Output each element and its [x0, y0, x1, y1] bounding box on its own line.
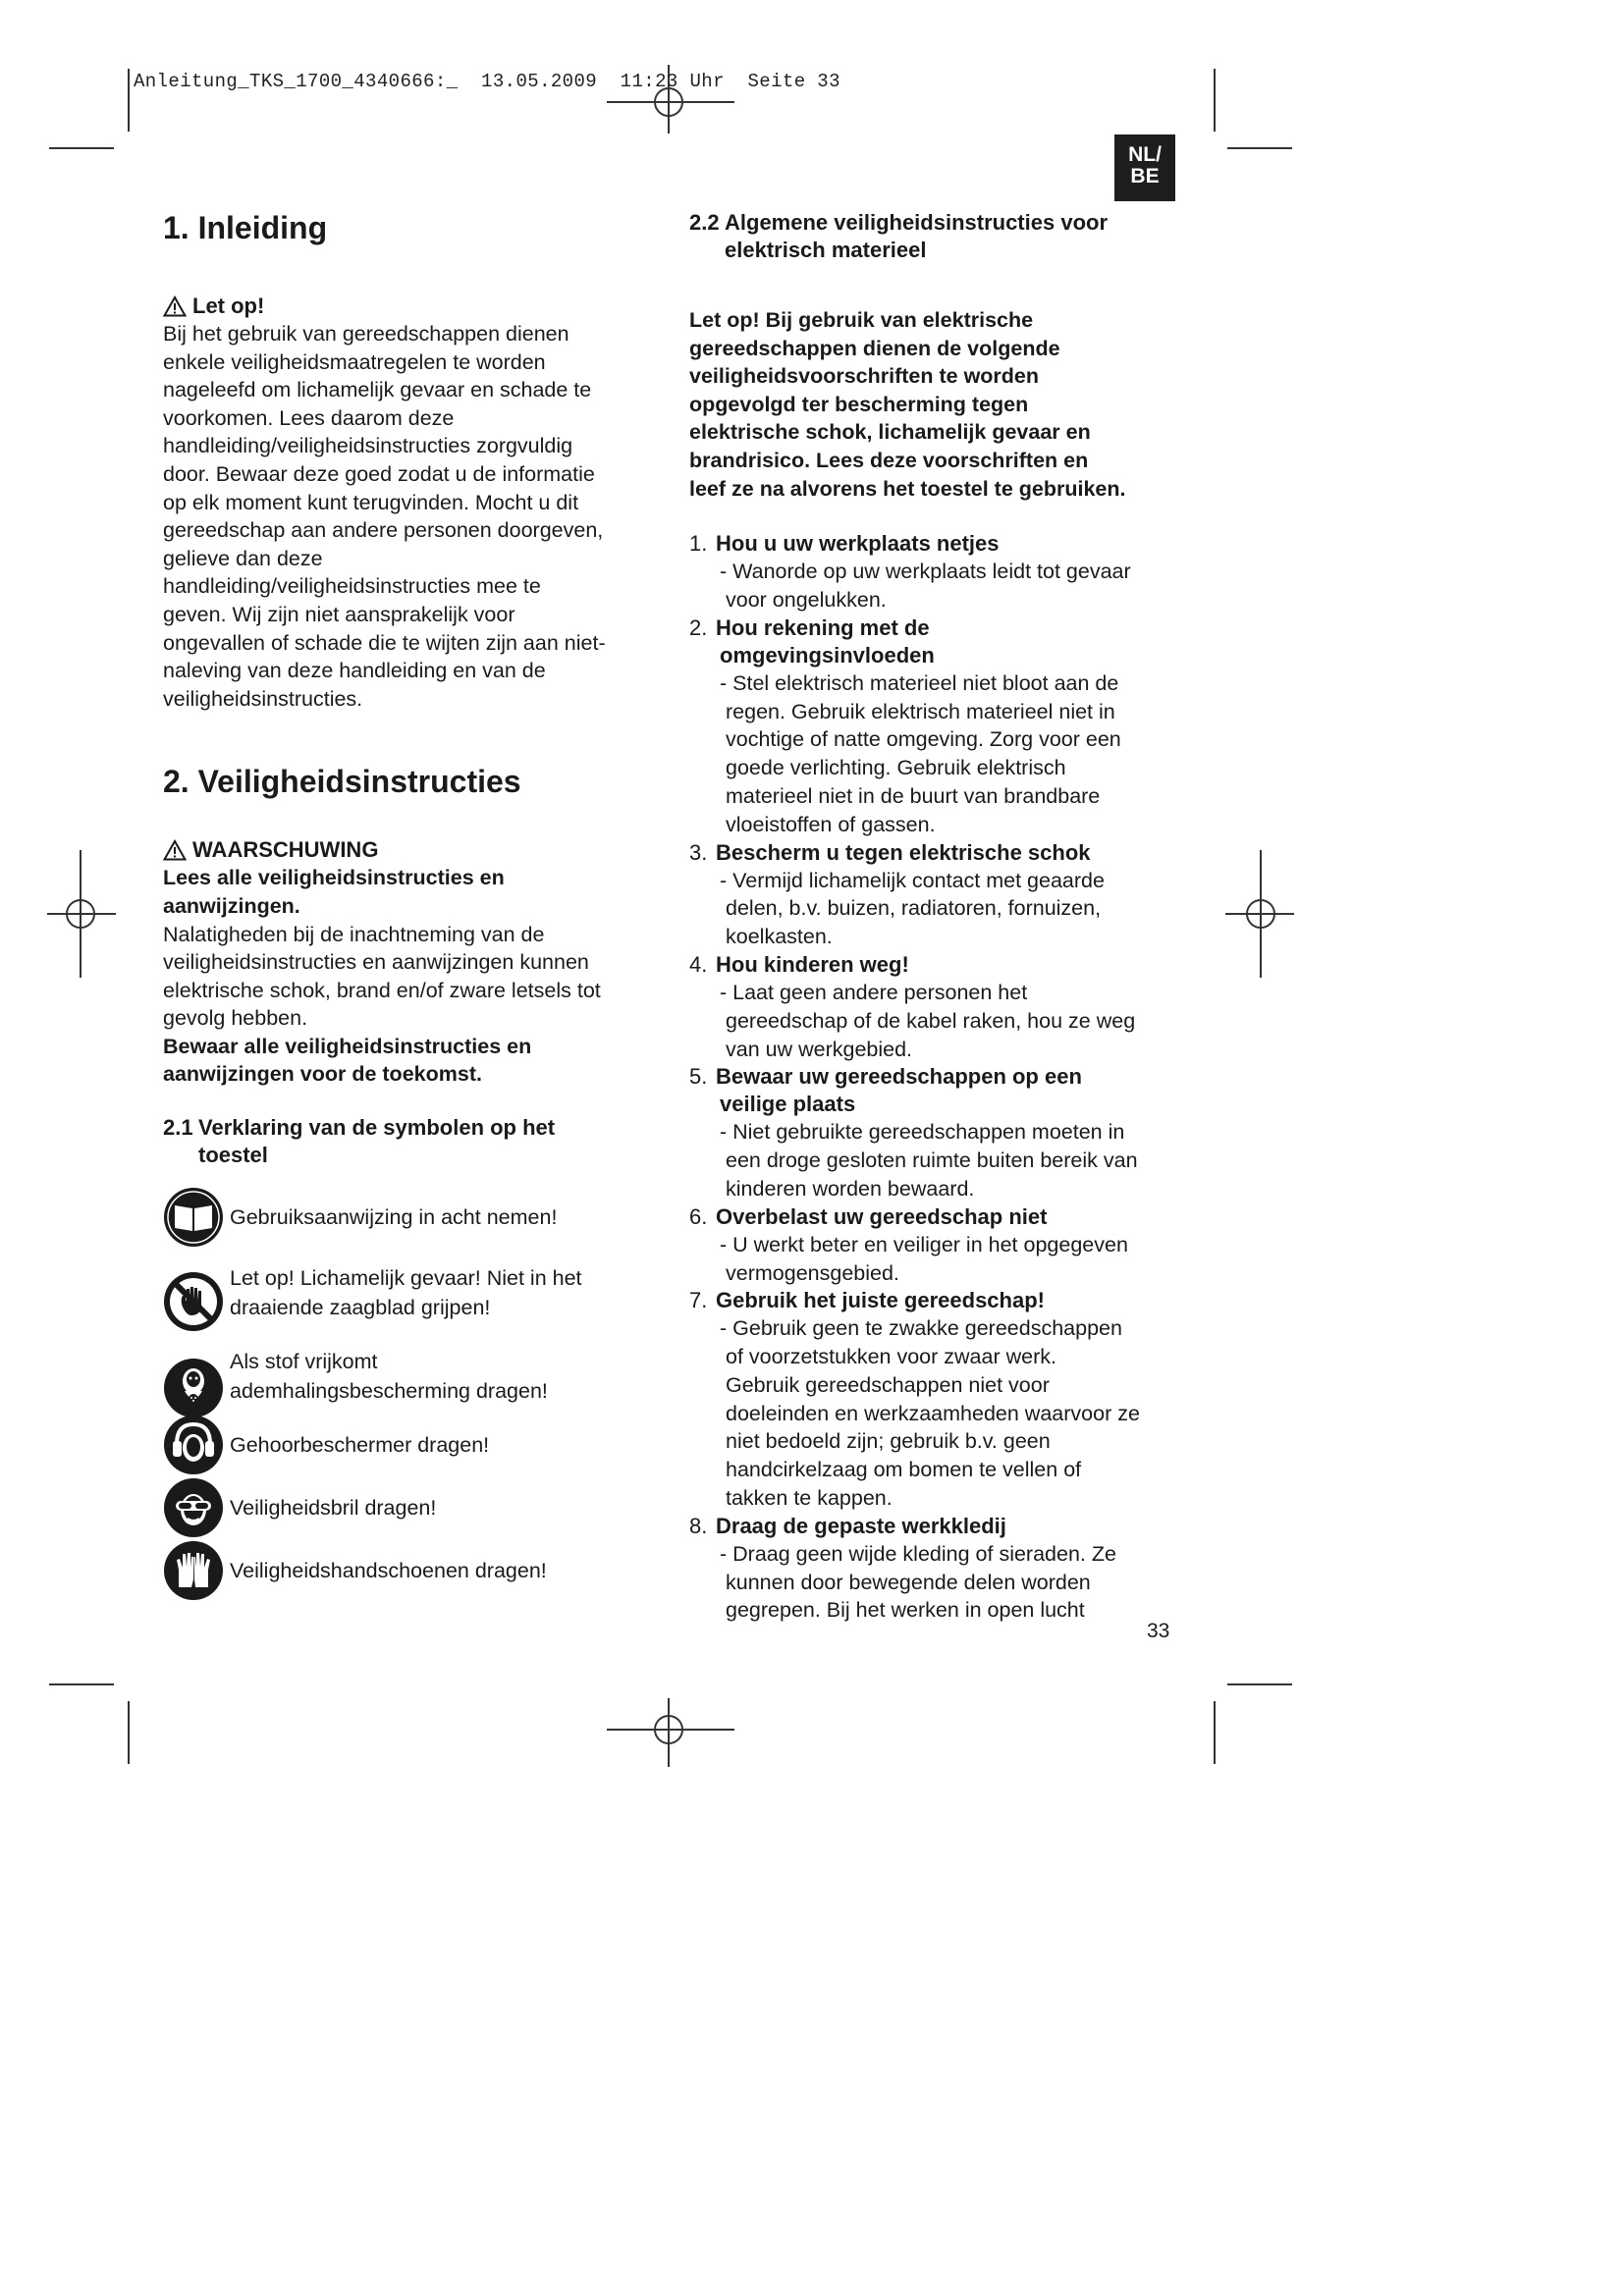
symbol-text-line: draaiende zaagblad grijpen!	[230, 1296, 491, 1320]
respirator-mask-icon	[163, 1358, 224, 1418]
rule-body-line: niet bedoeld zijn; gebruik b.v. geen	[726, 1429, 1051, 1454]
warning-body-line: Nalatigheden bij de inachtneming van de	[163, 922, 545, 946]
rule-body-line: - Vermijd lichamelijk contact met geaarde	[720, 868, 1105, 892]
rule-number: 8.	[689, 1513, 708, 1538]
warning-bold-line: aanwijzingen.	[163, 893, 300, 918]
rule-body-line: van uw werkgebied.	[726, 1037, 913, 1061]
rule-title: Hou kinderen weg!	[716, 951, 909, 977]
registration-mark-left	[47, 850, 116, 978]
subsection-title-symbols	[163, 1114, 654, 1169]
intro-line: voorkomen. Lees daarom deze	[163, 405, 455, 430]
warning-body-line: veiligheidsinstructies en aanwijzingen kunnen	[163, 950, 589, 975]
subsection-number: 2.2	[689, 210, 720, 235]
rule-item	[689, 614, 1180, 839]
intro-paragraph	[163, 320, 654, 713]
symbol-item	[163, 1415, 654, 1475]
rule-title-cont: veilige plaats	[720, 1092, 856, 1117]
symbol-text-line: ademhalingsbescherming dragen!	[230, 1379, 548, 1404]
subsection-number: 2.1	[163, 1115, 193, 1141]
symbol-item	[163, 1346, 654, 1407]
intro-line: enkele veiligheidsmaatregelen te worden	[163, 349, 546, 374]
rule-body-line: - Laat geen andere personen het	[720, 980, 1028, 1004]
rule-body-line: koelkasten.	[726, 925, 833, 949]
warning-body-line: gevolg hebben.	[163, 1006, 308, 1031]
ear-protection-icon	[163, 1415, 224, 1475]
rule-body-line: takken te kappen.	[726, 1486, 893, 1511]
symbol-text-line: Let op! Lichamelijk gevaar! Niet in het	[230, 1266, 582, 1291]
rule-body-line: Gebruik gereedschappen niet voor	[726, 1372, 1050, 1397]
subsection-title-line2: toestel	[198, 1143, 268, 1168]
intro-line: handleiding/veiligheidsinstructies zorgvuldig	[163, 434, 573, 458]
rule-body-line: materieel niet in de buurt van brandbare	[726, 783, 1101, 808]
safety-goggles-icon	[163, 1477, 224, 1538]
intro-bold-line: leef ze na alvorens het toestel te gebruiken.	[689, 476, 1126, 501]
intro-line: gelieve dan deze	[163, 546, 323, 570]
rule-number: 4.	[689, 951, 708, 977]
intro-line: veiligheidsinstructies.	[163, 686, 363, 711]
language-badge-line1: NL/	[1128, 143, 1162, 166]
subsection-title-line1: Verklaring van de symbolen op het	[198, 1115, 556, 1141]
rule-number: 1.	[689, 531, 708, 557]
print-slug: Anleitung_TKS_1700_4340666:_ 13.05.2009 11:23 Uhr Seite 33	[134, 71, 840, 92]
rule-number: 3.	[689, 839, 708, 865]
rule-item	[689, 1513, 1180, 1625]
intro-bold-line: brandrisico. Lees deze voorschriften en	[689, 448, 1089, 472]
crop-mark-bottom-left-vertical	[128, 1701, 130, 1764]
rule-body-line: of voorzetstukken voor zwaar werk.	[726, 1345, 1056, 1369]
rule-title-cont: omgevingsinvloeden	[720, 642, 935, 667]
symbol-text-line: Als stof vrijkomt	[230, 1350, 378, 1374]
rule-item	[689, 1063, 1180, 1202]
intro-line: handleiding/veiligheidsinstructies mee te	[163, 574, 541, 599]
rule-body-line: kunnen door bewegende delen worden	[726, 1570, 1091, 1594]
registration-mark-bottom	[607, 1698, 734, 1767]
symbol-list	[163, 1185, 654, 1601]
symbol-item	[163, 1259, 654, 1326]
warning-let-op-label: Let op!	[192, 294, 265, 318]
symbol-item	[163, 1185, 654, 1250]
subsection-title-line1: Algemene veiligheidsinstructies voor	[725, 210, 1109, 235]
rule-item	[689, 839, 1180, 951]
language-badge-line2: BE	[1130, 165, 1160, 187]
intro-bold-line: veiligheidsvoorschriften te worden	[689, 364, 1040, 389]
rule-body-line: voor ongelukken.	[726, 587, 887, 612]
intro-bold-line: opgevolgd ter bescherming tegen	[689, 392, 1029, 416]
intro-line: Bij het gebruik van gereedschappen dienen	[163, 322, 569, 346]
rule-number: 2.	[689, 614, 708, 640]
rule-body-line: - U werkt beter en veiliger in het opgegeven	[720, 1232, 1128, 1256]
safety-gloves-icon	[163, 1540, 224, 1601]
crop-mark-top-right-horizontal	[1227, 147, 1292, 149]
intro-bold-line: gereedschappen dienen de volgende	[689, 336, 1060, 360]
rule-body-line: delen, b.v. buizen, radiatoren, fornuizen,	[726, 896, 1102, 921]
subsection-title-line2: elektrisch materieel	[725, 238, 927, 262]
registration-mark-right	[1225, 850, 1294, 978]
rule-title: Hou rekening met de	[716, 614, 930, 640]
rule-body-line: goede verlichting. Gebruik elektrisch	[726, 756, 1066, 780]
symbol-item	[163, 1477, 654, 1538]
warning-bold-end-line: Bewaar alle veiligheidsinstructies en	[163, 1034, 532, 1058]
rule-title: Bescherm u tegen elektrische schok	[716, 839, 1091, 865]
intro-bold-line: Let op! Bij gebruik van elektrische	[689, 308, 1034, 332]
intro-line: gereedschap aan andere personen doorgeven,	[163, 518, 604, 543]
rule-body-line: vochtige of natte omgeving. Zorg voor een	[726, 727, 1121, 752]
manual-book-icon	[163, 1187, 224, 1248]
rule-title: Overbelast uw gereedschap niet	[716, 1203, 1048, 1229]
intro-line: ongevallen of schade die te wijten zijn aan niet-	[163, 630, 606, 655]
crop-mark-bottom-right-horizontal	[1227, 1683, 1292, 1685]
rule-title: Gebruik het juiste gereedschap!	[716, 1288, 1045, 1313]
rule-body-line: - Gebruik geen te zwakke gereedschappen	[720, 1316, 1122, 1341]
rule-body-line: gereedschap of de kabel raken, hou ze weg	[726, 1008, 1136, 1033]
section-title-veiligheidsinstructies: 2. Veiligheidsinstructies	[163, 764, 521, 800]
symbol-text-line: Gebruiksaanwijzing in acht nemen!	[230, 1205, 558, 1230]
rule-body-line: - Wanorde op uw werkplaats leidt tot gevaar	[720, 560, 1131, 584]
page-number: 33	[1147, 1620, 1170, 1642]
symbol-text-line: Veiligheidsbril dragen!	[230, 1496, 437, 1521]
rule-body-line: gegrepen. Bij het werken in open lucht	[726, 1598, 1085, 1623]
warning-waarschuwing-label: WAARSCHUWING	[192, 837, 379, 863]
warning-triangle-icon	[163, 839, 187, 861]
right-column	[689, 209, 1180, 1625]
rule-body-line: - Stel elektrisch materieel niet bloot aan de	[720, 670, 1119, 695]
rule-body-line: regen. Gebruik elektrisch materieel niet in	[726, 699, 1115, 723]
warning-body-line: elektrische schok, brand en/of zware letsels tot	[163, 978, 601, 1002]
intro-line: nageleefd om lichamelijk gevaar en schade te	[163, 378, 592, 402]
rule-body-line: kinderen worden bewaard.	[726, 1176, 975, 1201]
crop-mark-top-right-vertical	[1214, 69, 1216, 132]
rule-item	[689, 1203, 1180, 1288]
intro-line: op elk moment kunt terugvinden. Mocht u dit	[163, 490, 579, 514]
crop-mark-bottom-right-vertical	[1214, 1701, 1216, 1764]
crop-mark-bottom-left-horizontal	[49, 1683, 114, 1685]
rule-body-line: doeleinden en werkzaamheden waarvoor ze	[726, 1401, 1140, 1425]
rule-number: 6.	[689, 1203, 708, 1229]
rule-body-line: handcirkelzaag om bomen te vellen of	[726, 1458, 1082, 1482]
intro-bold-line: elektrische schok, lichamelijk gevaar en	[689, 420, 1091, 445]
language-badge	[1114, 134, 1175, 201]
intro-line: geven. Wij zijn niet aansprakelijk voor	[163, 602, 515, 626]
safety-rules-list	[689, 530, 1180, 1625]
no-hand-icon	[163, 1271, 224, 1332]
intro-bold-paragraph	[689, 306, 1180, 503]
left-column	[163, 208, 654, 1601]
warning-triangle-icon	[163, 295, 187, 317]
rule-item	[689, 951, 1180, 1063]
subsection-title-general-safety	[689, 209, 1180, 264]
rule-item	[689, 530, 1180, 614]
rule-title: Draag de gepaste werkkledij	[716, 1513, 1006, 1538]
symbol-text-line: Gehoorbeschermer dragen!	[230, 1433, 490, 1458]
rule-body-line: een droge gesloten ruimte buiten bereik van	[726, 1148, 1138, 1173]
rule-body-line: vermogensgebied.	[726, 1260, 899, 1285]
rule-number: 5.	[689, 1064, 708, 1090]
rule-number: 7.	[689, 1288, 708, 1313]
symbol-text-line: Veiligheidshandschoenen dragen!	[230, 1559, 547, 1583]
rule-body-line: - Draag geen wijde kleding of sieraden. Ze	[720, 1541, 1116, 1566]
warning-bold-end-line: aanwijzingen voor de toekomst.	[163, 1062, 482, 1087]
section-title-inleiding: 1. Inleiding	[163, 210, 328, 245]
rule-body-line: vloeistoffen of gassen.	[726, 812, 936, 836]
crop-mark-top-left-horizontal	[49, 147, 114, 149]
rule-title: Bewaar uw gereedschappen op een	[716, 1064, 1082, 1090]
warning-let-op	[163, 293, 654, 320]
crop-mark-top-left-vertical	[128, 69, 130, 132]
intro-line: naleving van deze handleiding en van de	[163, 659, 546, 683]
warning-bold-line: Lees alle veiligheidsinstructies en	[163, 866, 505, 890]
symbol-item	[163, 1540, 654, 1601]
intro-line: door. Bewaar deze goed zodat u de informatie	[163, 461, 595, 486]
warning-waarschuwing	[163, 836, 654, 864]
rule-title: Hou u uw werkplaats netjes	[716, 531, 1000, 557]
rule-item	[689, 1287, 1180, 1513]
rule-body-line: - Niet gebruikte gereedschappen moeten in	[720, 1120, 1125, 1145]
